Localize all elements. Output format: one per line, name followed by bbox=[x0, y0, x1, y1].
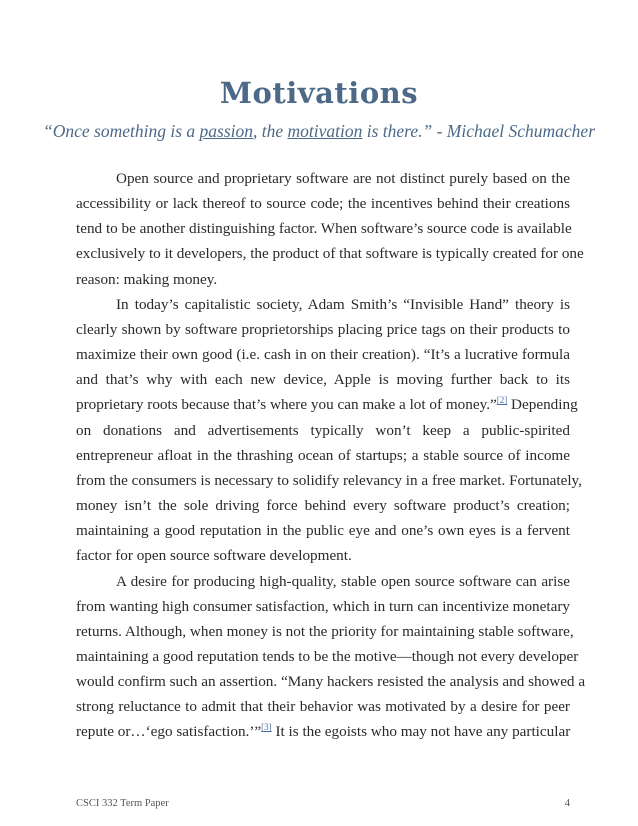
paragraph-1 bbox=[76, 166, 584, 292]
text-line: on donations and advertisements typically won’t keep a public-spirited bbox=[76, 421, 570, 439]
text-line: from the consumers is necessary to solidify relevancy in a free market. Fortunately, bbox=[76, 471, 582, 489]
body-text bbox=[76, 166, 586, 745]
text-line: maintaining a good reputation in the public eye and one’s own eyes is a fervent bbox=[76, 522, 570, 540]
text-line: strong reluctance to admit that their behavior was motivated by a desire for peer bbox=[76, 698, 570, 716]
epigraph-text-1: “Once something is a bbox=[42, 121, 200, 141]
text-line-with-footnote bbox=[76, 719, 570, 744]
text-line: tend to be another distinguishing factor. When software’s source code is available bbox=[76, 220, 572, 238]
footer-page-number: 4 bbox=[564, 798, 570, 809]
text-line: Open source and proprietary software are not distinct purely based on the bbox=[116, 170, 570, 187]
text-line: entrepreneur afloat in the thrashing ocean of startups; a stable source of income bbox=[76, 446, 570, 464]
text-line: reason: making money. bbox=[76, 270, 218, 288]
text-line: maximize their own good (i.e. cash in on their creation). “It’s a lucrative formula bbox=[76, 346, 570, 364]
footnote-link-3[interactable]: [3] bbox=[261, 722, 272, 733]
text-line-with-footnote bbox=[76, 392, 578, 417]
text-line: from wanting high consumer satisfaction, which in turn can incentivize monetary bbox=[76, 597, 570, 615]
text-line: accessibility or lack thereof to source code; the incentives behind their creations bbox=[76, 195, 570, 213]
text-line: exclusively to it developers, the product of that software is typically created for one bbox=[76, 245, 584, 263]
text-segment: repute or…‘ego satisfaction.’” bbox=[76, 723, 262, 741]
text-line: money isn’t the sole driving force behind every software product’s creation; bbox=[76, 497, 570, 515]
text-line: factor for open source software development. bbox=[76, 547, 352, 565]
epigraph-word-passion: passion bbox=[199, 121, 253, 141]
text-line: A desire for producing high-quality, stable open source software can arise bbox=[116, 572, 570, 590]
footnote-link-2[interactable]: [2] bbox=[496, 395, 508, 406]
text-segment: proprietary roots because that’s where you can make a lot of money.” bbox=[76, 396, 497, 414]
text-line: returns. Although, when money is not the priority for maintaining stable software, bbox=[76, 622, 574, 640]
text-line: maintaining a good reputation tends to be the motive—though not every developer bbox=[76, 647, 579, 665]
footer-course-label: CSCI 332 Term Paper bbox=[76, 798, 169, 809]
epigraph-word-motivation: motivation bbox=[287, 121, 363, 141]
page-title: Motivations bbox=[219, 76, 419, 110]
text-line: and that’s why with each new device, Apple is moving further back to its bbox=[76, 371, 570, 389]
text-line: In today’s capitalistic society, Adam Smith’s “Invisible Hand” theory is bbox=[116, 295, 570, 313]
epigraph-text-2: , the bbox=[253, 121, 288, 141]
epigraph-quote bbox=[0, 121, 638, 142]
paragraph-3 bbox=[76, 569, 586, 745]
text-segment: Depending bbox=[507, 396, 578, 414]
text-line: would confirm such an assertion. “Many hackers resisted the analysis and showed a bbox=[76, 673, 586, 691]
paragraph-2 bbox=[76, 292, 582, 569]
text-line: clearly shown by software proprietorships placing price tags on their products to bbox=[76, 320, 570, 338]
epigraph-text-3: is there.” - Michael Schumacher bbox=[362, 121, 596, 141]
text-segment: It is the egoists who may not have any particular bbox=[271, 723, 571, 741]
